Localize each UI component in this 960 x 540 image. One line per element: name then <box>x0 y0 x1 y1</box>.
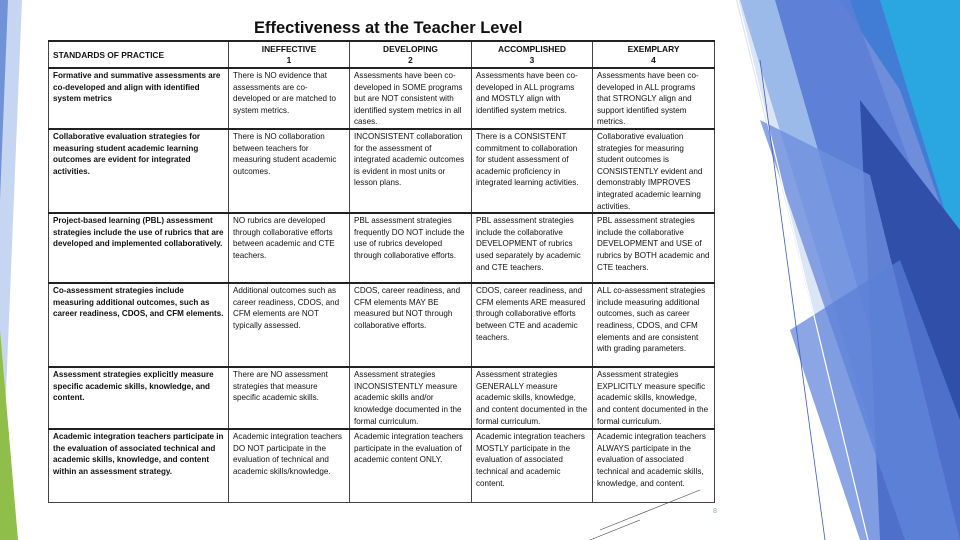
facet-mid-2 <box>760 120 960 540</box>
header-row <box>49 41 715 68</box>
rubric-cell-developing: INCONSISTENT collaboration for the assessment of integrated academic outcomes is evident in most units or lesson plans. <box>350 129 472 213</box>
rubric-cell-ineffective: There is NO collaboration between teachers for measuring student academic outcomes. <box>229 129 350 213</box>
table-row <box>49 283 715 367</box>
rubric-cell-ineffective: Academic integration teachers DO NOT participate in the evaluation of technical and academic skills/knowledge. <box>229 429 350 502</box>
rubric-cell-accomplished: Academic integration teachers MOSTLY participate in the evaluation of associated technical and academic content. <box>472 429 593 502</box>
level-number: 4 <box>651 54 656 65</box>
level-number: 3 <box>529 54 535 65</box>
rubric-cell-ineffective: There are NO assessment strategies that measure specific academic skills. <box>229 367 350 429</box>
rubric-cell-exemplary: ALL co-assessment strategies include measuring additional outcomes, such as career readiness, CDOS, and CFM elements and are consistent with grading parameters. <box>593 283 715 367</box>
rubric-cell-accomplished: PBL assessment strategies include the collaborative DEVELOPMENT of rubrics used separately by academic and CTE teachers. <box>472 213 593 283</box>
level-label: DEVELOPING <box>383 44 438 54</box>
header-level-ineffective <box>229 41 350 68</box>
rubric-cell-accomplished: There is a CONSISTENT commitment to collaboration for student assessment of academic proficiency in integrated learning activities. <box>472 129 593 213</box>
rubric-cell-developing: Academic integration teachers participate in the evaluation of academic content ONLY. <box>350 429 472 502</box>
facet-mid <box>775 0 960 540</box>
rubric-cell-developing: CDOS, career readiness, and CFM elements MAY BE measured but NOT through collaborative efforts. <box>350 283 472 367</box>
standard-cell: Project-based learning (PBL) assessment strategies include the use of rubrics that are developed and implemented collaboratively. <box>49 213 229 283</box>
facet-mid-3 <box>790 260 960 540</box>
table-row <box>49 367 715 429</box>
facet-line-1 <box>738 0 868 540</box>
rubric-cell-exemplary: Assessment strategies EXPLICITLY measure specific academic skills, knowledge, and content documented in the formal curriculum. <box>593 367 715 429</box>
table-row <box>49 129 715 213</box>
rubric-cell-exemplary: PBL assessment strategies include the collaborative DEVELOPMENT and USE of rubrics by BOTH academic and CTE teachers. <box>593 213 715 283</box>
rubric-cell-ineffective: Additional outcomes such as career readiness, CDOS, and CFM elements are NOT typically assessed. <box>229 283 350 367</box>
rubric-cell-ineffective: NO rubrics are developed through collaborative efforts between academic and CTE teachers. <box>229 213 350 283</box>
slide-title: Effectiveness at the Teacher Level <box>254 19 523 37</box>
table-row <box>49 429 715 502</box>
page-number: 8 <box>713 508 717 515</box>
rubric-cell-developing: Assessment strategies INCONSISTENTLY measure academic skills and/or knowledge documented in the formal curriculum. <box>350 367 472 429</box>
rubric-cell-exemplary: Assessments have been co-developed in ALL programs that STRONGLY align and support identified system metrics. <box>593 68 715 129</box>
standard-cell: Academic integration teachers participate in the evaluation of associated technical and academic skills, knowledge, and content within an assessment strategy. <box>49 429 229 502</box>
facet-dark <box>860 100 960 540</box>
level-label: INEFFECTIVE <box>261 44 317 54</box>
table-row <box>49 213 715 283</box>
rubric-cell-accomplished: Assessment strategies GENERALLY measure academic skills, knowledge, and content documented in the formal curriculum. <box>472 367 593 429</box>
facet-sky <box>840 0 960 260</box>
rubric-table <box>48 40 715 503</box>
table-row <box>49 68 715 129</box>
header-standards: STANDARDS OF PRACTICE <box>49 41 229 68</box>
rubric-cell-accomplished: Assessments have been co-developed in ALL programs and MOSTLY align with identified system metrics. <box>472 68 593 129</box>
rubric-cell-exemplary: Academic integration teachers ALWAYS participate in the evaluation of associated technical and academic skills, knowledge, and content. <box>593 429 715 502</box>
rubric-cell-accomplished: CDOS, career readiness, and CFM elements ARE measured through collaborative efforts between CTE and academic teachers. <box>472 283 593 367</box>
standard-cell: Collaborative evaluation strategies for measuring student academic learning outcomes are evident for integrated activities. <box>49 129 229 213</box>
rubric-cell-developing: PBL assessment strategies frequently DO NOT include the use of rubrics developed through collaborative efforts. <box>350 213 472 283</box>
level-number: 1 <box>286 54 292 65</box>
standard-cell: Co-assessment strategies include measuring additional outcomes, such as career readiness, CDOS, and CFM elements. <box>49 283 229 367</box>
level-label: ACCOMPLISHED <box>498 44 566 54</box>
facet-line-4 <box>590 520 640 540</box>
header-level-accomplished <box>472 41 593 68</box>
standard-cell: Formative and summative assessments are co-developed and align with identified system metrics <box>49 68 229 129</box>
rubric-cell-ineffective: There is NO evidence that assessments are co-developed or are matched to system metrics. <box>229 68 350 129</box>
header-level-exemplary <box>593 41 715 68</box>
facet-light <box>740 0 960 540</box>
left-accent-stripe <box>0 0 24 540</box>
level-label: EXEMPLARY <box>627 44 680 54</box>
header-level-developing <box>350 41 472 68</box>
rubric-cell-developing: Assessments have been co-developed in SOME programs but are NOT consistent with identified system metrics in all cases. <box>350 68 472 129</box>
facet-pale <box>736 0 960 540</box>
level-number: 2 <box>408 54 413 65</box>
rubric-cell-exemplary: Collaborative evaluation strategies for measuring student outcomes is CONSISTENTLY evident and demonstrably IMPROVES integrated academic learning activities. <box>593 129 715 213</box>
standard-cell: Assessment strategies explicitly measure specific academic skills, knowledge, and content. <box>49 367 229 429</box>
facet-line-2 <box>760 60 825 540</box>
